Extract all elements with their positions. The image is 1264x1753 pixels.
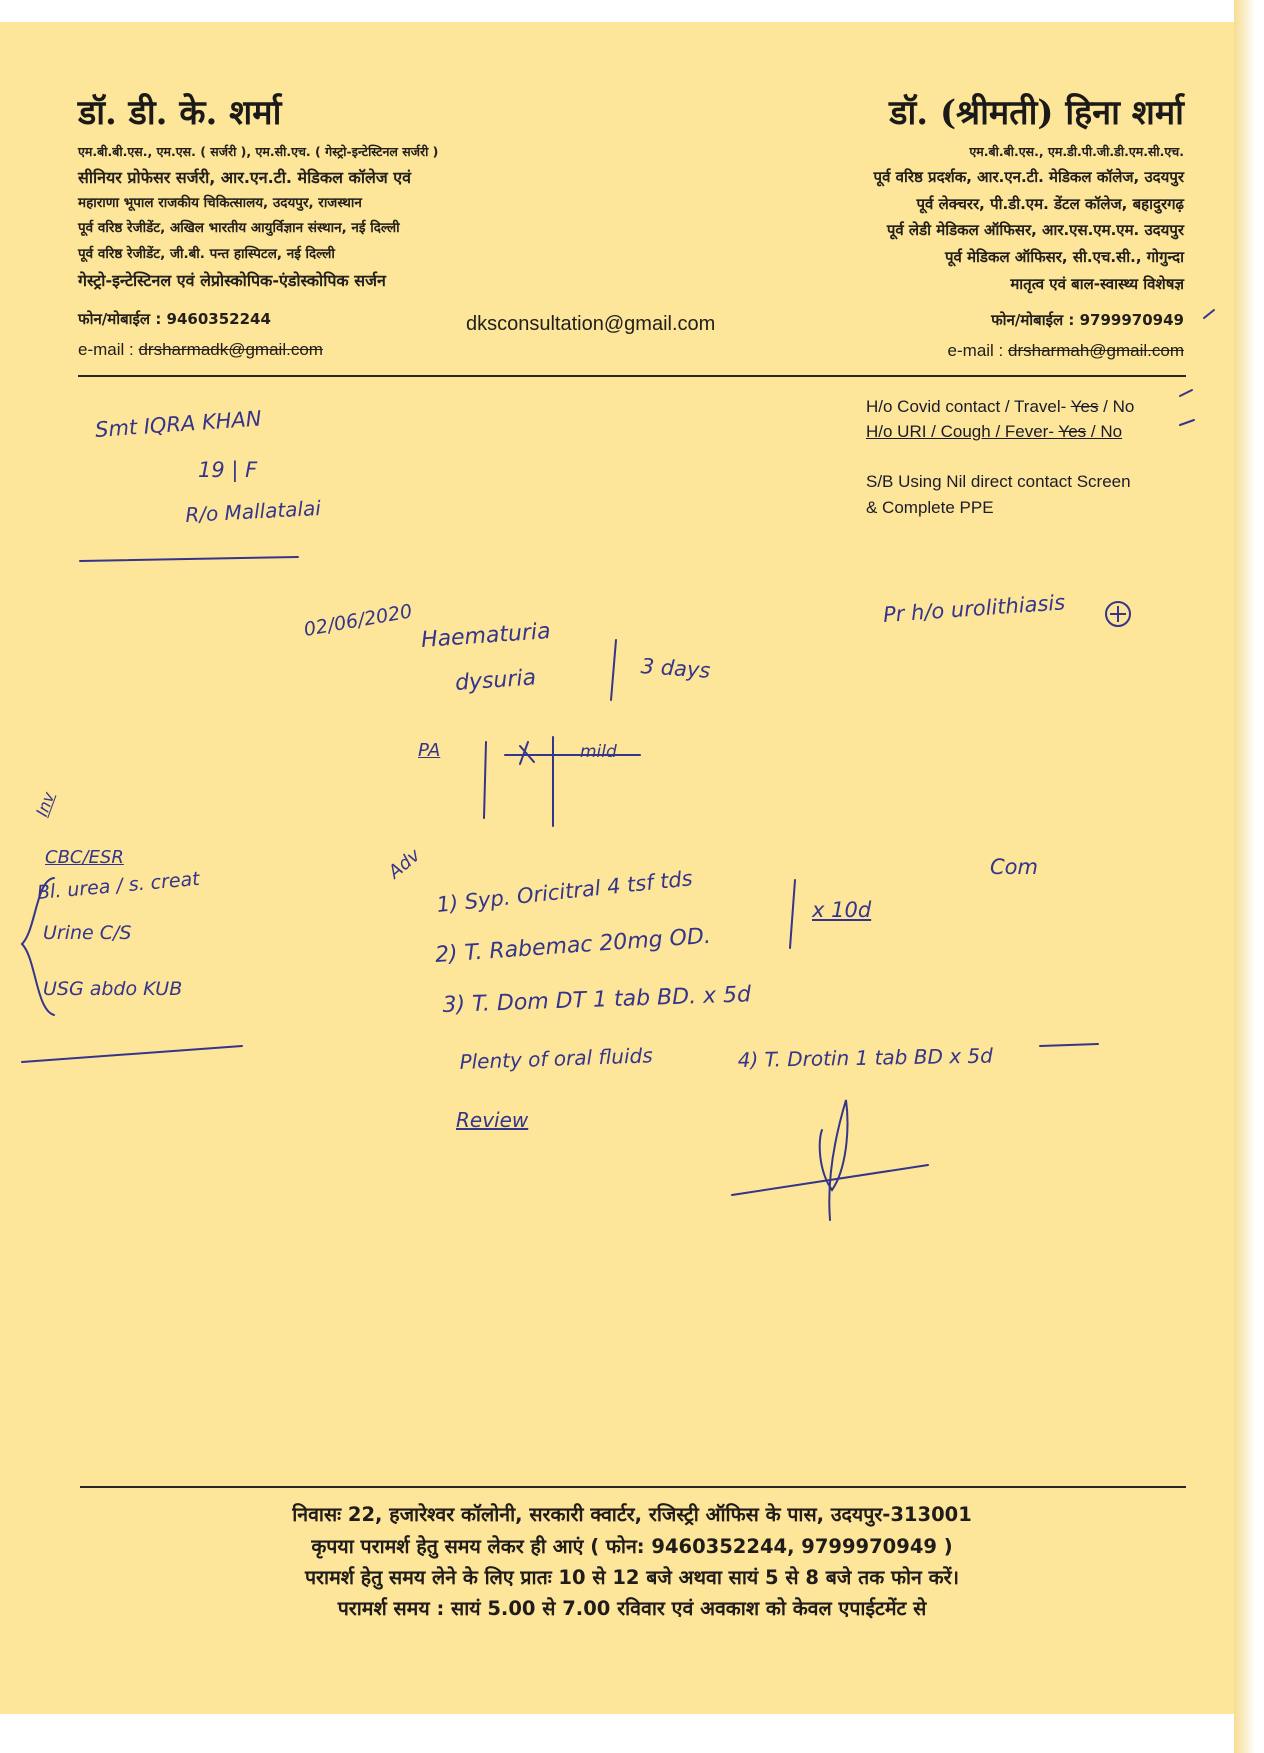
right-doctor-line2: पूर्व लेक्चरर, पी.डी.एम. डेंटल कॉलेज, बहादुरगढ़ <box>916 195 1184 213</box>
complaint-duration: 3 days <box>640 654 712 683</box>
duration-bar <box>611 640 616 700</box>
investigations-label: Inv <box>32 789 59 819</box>
left-email-label: e-mail : <box>78 340 139 359</box>
right-doctor-degrees: एम.बी.बी.एस., एम.डी.पी.जी.डी.एम.सी.एच. <box>969 144 1184 159</box>
left-doctor-line4: पूर्व वरिष्ठ रेजीडेंट, जी.बी. पन्त हास्पिटल, नई दिल्ली <box>78 246 335 262</box>
pa-note: mild <box>580 742 617 762</box>
advice-review: Review <box>456 1108 529 1132</box>
rx-oricitral: 1) Syp. Oricitral 4 tsf tds <box>435 866 694 917</box>
investigations-underline <box>22 1046 242 1062</box>
complaint-haematuria: Haematuria <box>420 619 552 653</box>
left-doctor-degrees: एम.बी.बी.एस., एम.एस. ( सर्जरी ), एम.सी.एच. ( गेस्ट्रो-इन्टेस्टिनल सर्जरी ) <box>78 144 439 159</box>
covid-travel-no: / No <box>1098 397 1135 416</box>
right-doctor-line4: पूर्व मेडिकल ऑफिसर, सी.एच.सी., गोगुन्दा <box>944 248 1184 266</box>
pa-label: PA <box>418 740 441 761</box>
advice-oral-fluids: Plenty of oral fluids <box>459 1043 654 1074</box>
inv-usg: USG abdo KUB <box>43 978 183 1000</box>
left-doctor-name: डॉ. डी. के. शर्मा <box>78 93 282 133</box>
covid-uri-label: H/o URI / Cough / Fever- <box>866 422 1059 441</box>
pa-vertical-left <box>484 742 486 818</box>
right-doctor-line3: पूर्व लेडी मेडिकल ऑफिसर, आर.एस.एम.एम. उदयपुर <box>886 221 1184 239</box>
pa-scribble <box>520 742 534 764</box>
rx-bracket <box>790 880 795 948</box>
positive-plus <box>1110 606 1126 622</box>
patient-name: Smt IQRA KHAN <box>94 406 263 442</box>
covid-uri-yes: Yes <box>1058 422 1087 441</box>
phone-check-mark <box>1204 310 1214 318</box>
inv-urine-cs: Urine C/S <box>43 922 132 944</box>
complaint-dysuria: dysuria <box>454 665 537 696</box>
investigations-brace <box>22 878 54 1015</box>
covid-uri-no: / No <box>1086 422 1123 441</box>
footer-appointment: कृपया परामर्श हेतु समय लेकर ही आएं ( फोन: 9460352244, 9799970949 ) <box>311 1535 953 1558</box>
patient-underline <box>80 557 298 561</box>
signature-loop <box>820 1100 848 1220</box>
past-history: Pr h/o urolithiasis <box>882 590 1066 627</box>
advice-label: Adv <box>384 844 425 883</box>
footer-call-hours: परामर्श हेतु समय लेने के लिए प्रातः 10 से 12 बजे अथवा सायं 5 से 8 बजे तक फोन करें। <box>304 1566 960 1589</box>
center-email: dksconsultation@gmail.com <box>466 313 716 335</box>
covid-travel-label: H/o Covid contact / Travel- <box>866 397 1071 416</box>
right-doctor-name: डॉ. (श्रीमती) हिना शर्मा <box>889 93 1184 133</box>
visit-date: 02/06/2020 <box>302 600 414 641</box>
right-doctor-line5: मातृत्व एवं बाल-स्वास्थ्य विशेषज्ञ <box>1010 275 1184 293</box>
left-doctor-line1: सीनियर प्रोफेसर सर्जरी, आर.एन.टी. मेडिकल कॉलेज एवं <box>78 168 411 187</box>
footer-consult-hours: परामर्श समय : सायं 5.00 से 7.00 रविवार एवं अवकाश को केवल एपाईटमेंट से <box>337 1597 927 1620</box>
side-note: Com <box>990 855 1038 879</box>
left-email-address: drsharmadk@gmail.com <box>138 340 323 359</box>
covid-screen-line2: & Complete PPE <box>866 498 994 517</box>
rx-rabemac: 2) T. Rabemac 20mg OD. <box>434 923 712 968</box>
left-doctor-line2: महाराणा भूपाल राजकीय चिकित्सालय, उदयपुर, राजस्थान <box>78 195 362 211</box>
covid-travel-yes: Yes <box>1070 397 1099 416</box>
right-doctor-line1: पूर्व वरिष्ठ प्रदर्शक, आर.एन.टी. मेडिकल कॉलेज, उदयपुर <box>873 168 1184 186</box>
left-doctor-line3: पूर्व वरिष्ठ रेजीडेंट, अखिल भारतीय आयुर्विज्ञान संस्थान, नई दिल्ली <box>78 220 400 236</box>
left-doctor-line5: गेस्ट्रो-इन्टेस्टिनल एवं लेप्रोस्कोपिक-एंडोस्कोपिक सर्जन <box>78 271 386 290</box>
rx4-duration-underline <box>1040 1044 1098 1046</box>
covid-screen-line1: S/B Using Nil direct contact Screen <box>866 472 1131 491</box>
rx-drotin: 4) T. Drotin 1 tab BD x 5d <box>737 1043 994 1072</box>
right-doctor-phone: फोन/मोबाईल : 9799970949 <box>991 311 1184 329</box>
right-email-address: drsharmah@gmail.com <box>1008 341 1184 360</box>
rx-domdt: 3) T. Dom DT 1 tab BD. x 5d <box>442 982 752 1018</box>
footer-address: निवासः 22, हजारेश्वर कॉलोनी, सरकारी क्वार्टर, रजिस्ट्री ऑफिस के पास, उदयपुर-313001 <box>292 1503 972 1526</box>
right-email-label: e-mail : <box>947 341 1009 360</box>
rx-oricitral-duration: x 10d <box>812 898 872 922</box>
left-doctor-phone: फोन/मोबाईल : 9460352244 <box>78 310 271 328</box>
inv-urea-creat: Bl. urea / s. creat <box>36 867 201 904</box>
inv-cbc-esr: CBC/ESR <box>45 847 124 868</box>
covid-check-marks <box>1180 390 1194 425</box>
footer-divider <box>80 1486 1186 1488</box>
patient-address: R/o Mallatalai <box>184 495 322 527</box>
patient-age-sex: 19 | F <box>198 458 258 482</box>
